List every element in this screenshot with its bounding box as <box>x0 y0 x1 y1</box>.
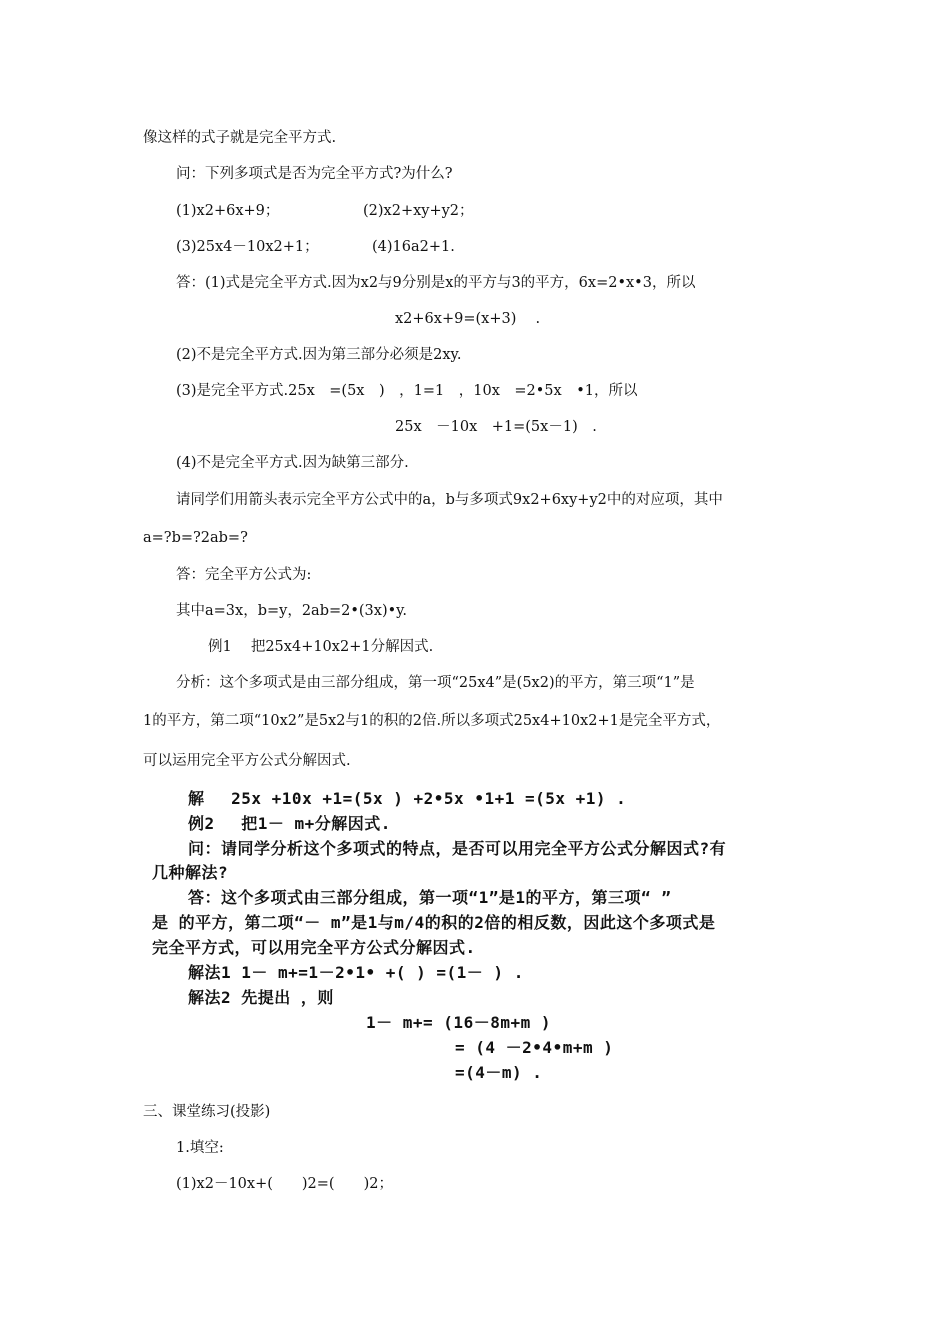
section-heading: 三、课堂练习(投影) <box>143 1104 271 1120</box>
question-line: 问：下列多项式是否为完全平方式?为什么? <box>176 166 453 182</box>
scanned-line: 问：请同学分析这个多项式的特点，是否可以用完全平方公式分解因式?有 <box>188 839 727 858</box>
item-4: (4)16a2+1. <box>372 239 455 255</box>
text-line: 其中a=3x，b=y，2ab=2•(3x)•y. <box>176 603 408 619</box>
text-line: a=?b=?2ab=? <box>143 530 248 546</box>
item-3: (3)25x4－10x2+1； <box>176 239 319 255</box>
scanned-line: 例2 把1－ m+分解因式. <box>188 814 391 833</box>
scanned-line: 完全平方式，可以用完全平方公式分解因式. <box>152 938 476 957</box>
scanned-line: 是 的平方，第二项“－ m”是1与m/4的积的2倍的相反数，因此这个多项式是 <box>152 913 716 932</box>
scanned-line: 解法2 先提出 ，则 <box>188 988 334 1007</box>
text-line: 答：完全平方公式为: <box>176 567 312 583</box>
scanned-line: 解法1 1－ m+=1－2•1• +( ) =(1－ ) . <box>188 963 524 982</box>
scanned-line: 解 25x +10x +1=(5x ) +2•5x •1+1 =(5x +1) . <box>188 789 627 808</box>
text-line: (2)不是完全平方式.因为第三部分必须是2xy. <box>176 347 462 363</box>
text-line: 像这样的式子就是完全平方式. <box>143 130 337 146</box>
item-1: (1)x2+6x+9； <box>176 203 280 219</box>
scanned-line: = (4 －2•4•m+m ) <box>455 1038 614 1057</box>
scanned-line: 答：这个多项式由三部分组成，第一项“1”是1的平方，第三项“ ” <box>188 888 672 907</box>
text-line: 1.填空: <box>176 1140 224 1156</box>
text-line: 请同学们用箭头表示完全平方公式中的a，b与多项式9x2+6xy+y2中的对应项，其中 <box>176 492 723 508</box>
scanned-line: 1－ m+= (16－8m+m ) <box>366 1013 551 1032</box>
text-line: 1的平方，第二项“10x2”是5x2与1的积的2倍.所以多项式25x4+10x2+1是完全平方式， <box>143 713 721 729</box>
answer-line: 答：(1)式是完全平方式.因为x2与9分别是x的平方与3的平方，6x=2•x•3，所以 <box>176 275 696 291</box>
text-line: (1)x2－10x+( )2=( )2； <box>176 1176 393 1192</box>
text-line: 可以运用完全平方公式分解因式. <box>143 753 351 769</box>
item-2: (2)x2+xy+y2； <box>363 203 474 219</box>
text-line: (4)不是完全平方式.因为缺第三部分. <box>176 455 409 471</box>
text-line: (3)是完全平方式.25x =(5x ) ，1=1 ，10x =2•5x •1，所以 <box>176 383 638 399</box>
example-title: 例1 把25x4+10x2+1分解因式. <box>208 639 434 655</box>
scanned-line: =(4－m) . <box>455 1063 543 1082</box>
formula-line: x2+6x+9=(x+3) . <box>395 311 541 327</box>
scanned-line: 几种解法? <box>152 863 229 882</box>
formula-line: 25x －10x +1=(5x－1) . <box>395 419 597 435</box>
text-line: 分析：这个多项式是由三部分组成，第一项“25x4”是(5x2)的平方，第三项“1”是 <box>176 675 695 691</box>
